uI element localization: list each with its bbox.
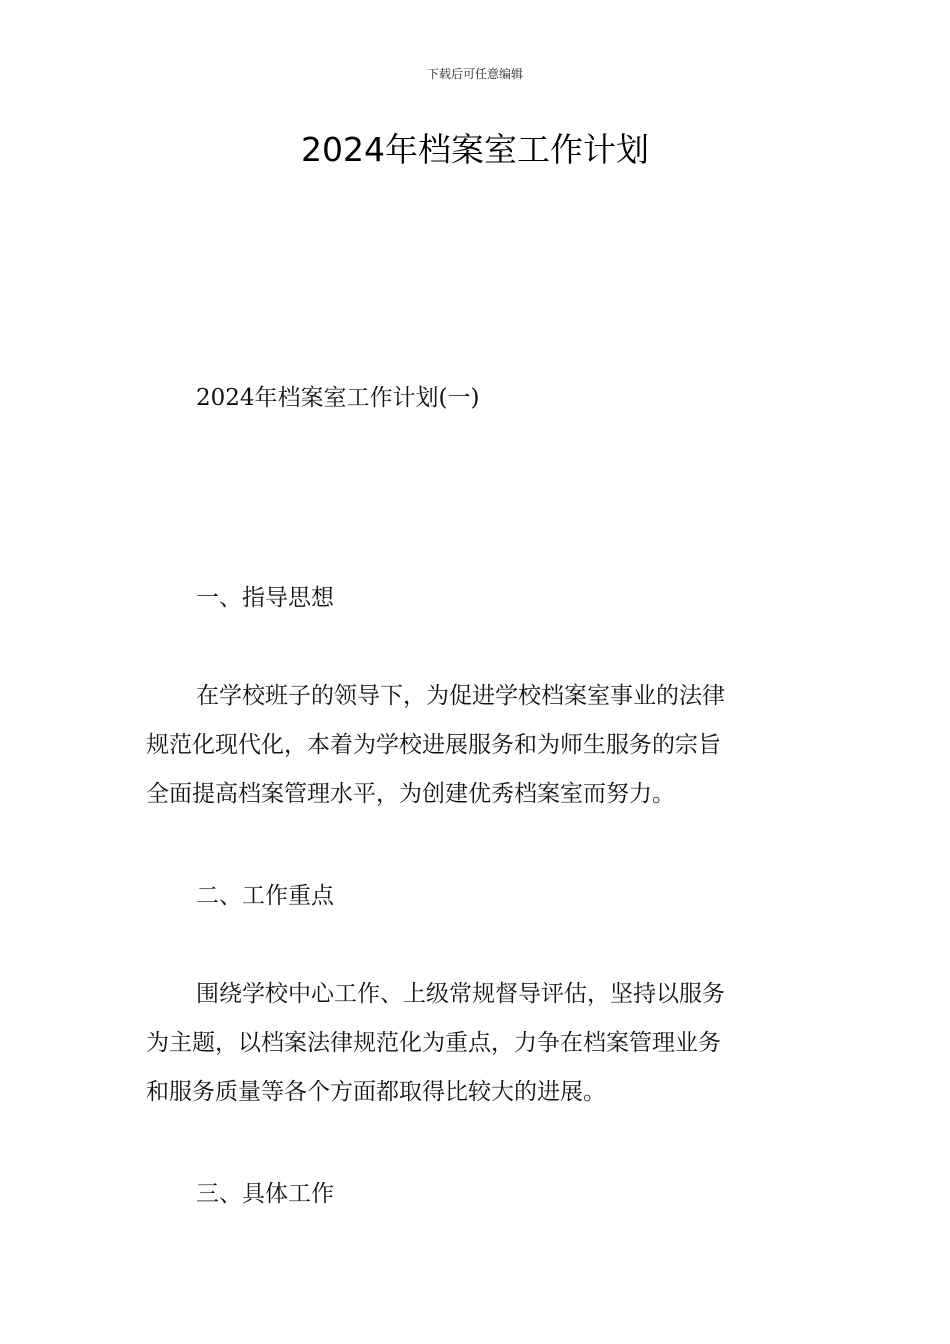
page-header-note: 下载后可任意编辑	[426, 67, 523, 81]
section-paragraph-guiding-ideology	[146, 672, 810, 819]
paragraph-line: 围绕学校中心工作、上级常规督导评估，坚持以服务	[196, 981, 725, 1007]
section-paragraph-work-focus	[146, 970, 810, 1117]
paragraph-line: 全面提高档案管理水平，为创建优秀档案室而努力。	[146, 781, 675, 807]
paragraph-line: 规范化现代化，本着为学校进展服务和为师生服务的宗旨	[146, 732, 721, 758]
document-title: 2024年档案室工作计划	[301, 130, 649, 169]
document-subtitle: 2024年档案室工作计划(一)	[196, 385, 480, 411]
section-heading-work-focus: 二、工作重点	[196, 883, 334, 909]
paragraph-line: 为主题，以档案法律规范化为重点，力争在档案管理业务	[146, 1030, 721, 1056]
section-heading-guiding-ideology: 一、指导思想	[196, 585, 334, 611]
paragraph-line: 在学校班子的领导下，为促进学校档案室事业的法律	[196, 683, 725, 709]
paragraph-line: 和服务质量等各个方面都取得比较大的进展。	[146, 1079, 606, 1105]
section-heading-specific-work: 三、具体工作	[196, 1181, 334, 1207]
